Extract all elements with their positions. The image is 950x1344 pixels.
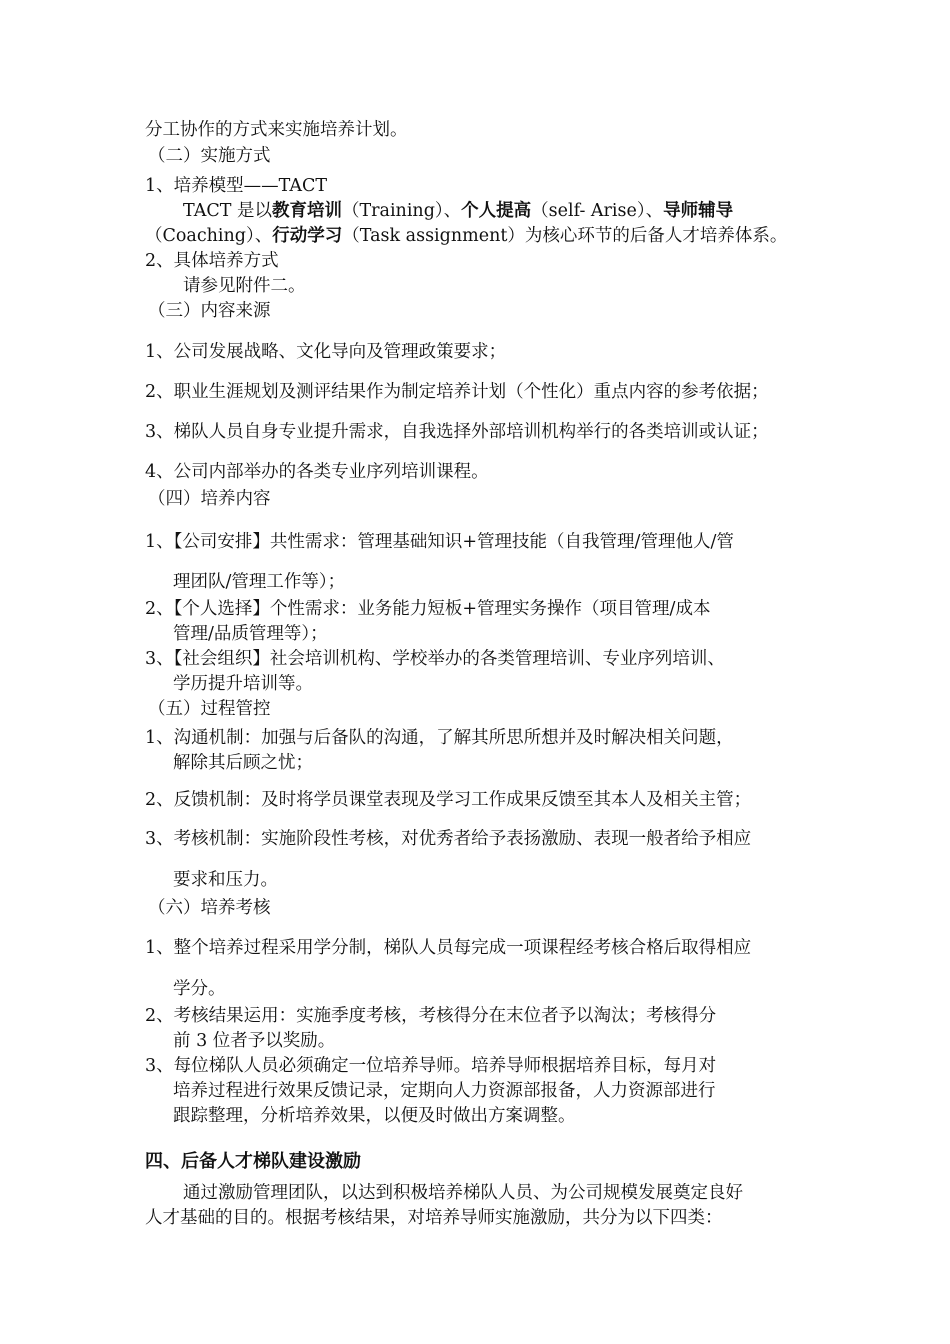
sec3-item: 2、职业生涯规划及测评结果作为制定培养计划（个性化）重点内容的参考依据； <box>145 382 769 402</box>
sec6-item3-line3: 跟踪整理，分析培养效果，以便及时做出方案调整。 <box>173 1106 576 1126</box>
sec6-item2-line2: 前 3 位者予以奖励。 <box>173 1031 336 1051</box>
sec6-item1-line1: 1、整个培养过程采用学分制，梯队人员每完成一项课程经考核合格后取得相应 <box>145 938 752 958</box>
sec4-item2-line2: 管理/品质管理等）； <box>173 624 328 644</box>
sec6-item1-line2: 学分。 <box>173 979 226 999</box>
part4-heading: 四、后备人才梯队建设激励 <box>145 1151 361 1172</box>
sec6-item2-line1: 2、考核结果运用：实施季度考核，考核得分在末位者予以淘汰；考核得分 <box>145 1006 717 1026</box>
sec3-item: 1、公司发展战略、文化导向及管理政策要求； <box>145 342 507 362</box>
sec5-heading: （五）过程管控 <box>148 699 271 719</box>
intro-tail: 分工协作的方式来实施培养计划。 <box>145 120 408 140</box>
sec5-item3-line1: 3、考核机制：实施阶段性考核，对优秀者给予表扬激励、表现一般者给予相应 <box>145 829 752 849</box>
sec4-heading: （四）培养内容 <box>148 489 271 509</box>
part4-para-line2: 人才基础的目的。根据考核结果，对培养导师实施激励，共分为以下四类： <box>145 1208 723 1228</box>
model-title: 1、培养模型——TACT <box>145 176 328 196</box>
sec6-heading: （六）培养考核 <box>148 898 271 918</box>
sec5-item2: 2、反馈机制：及时将学员课堂表现及学习工作成果反馈至其本人及相关主管； <box>145 790 752 810</box>
sec5-item1-line2: 解除其后顾之忧； <box>173 753 313 773</box>
sec3-item: 4、公司内部举办的各类专业序列培训课程。 <box>145 462 489 482</box>
sec4-item1-line1: 1、【公司安排】共性需求：管理基础知识+管理技能（自我管理/管理他人/管 <box>145 532 734 552</box>
sec4-item2-line1: 2、【个人选择】个性需求：业务能力短板+管理实务操作（项目管理/成本 <box>145 599 711 619</box>
sec4-item3-line2: 学历提升培训等。 <box>173 674 313 694</box>
sec5-item3-line2: 要求和压力。 <box>173 870 278 890</box>
sec4-item1-line2: 理团队/管理工作等）； <box>173 572 346 592</box>
sec3-item: 3、梯队人员自身专业提升需求，自我选择外部培训机构举行的各类培训或认证； <box>145 422 769 442</box>
sec4-item3-line1: 3、【社会组织】社会培训机构、学校举办的各类管理培训、专业序列培训、 <box>145 649 725 669</box>
sec6-item3-line2: 培养过程进行效果反馈记录，定期向人力资源部报备，人力资源部进行 <box>173 1081 716 1101</box>
sec2-heading: （二）实施方式 <box>148 146 271 166</box>
sec6-item3-line1: 3、每位梯队人员必须确定一位培养导师。培养导师根据培养目标，每月对 <box>145 1056 717 1076</box>
sec3-heading: （三）内容来源 <box>148 301 271 321</box>
part4-para-line1: 通过激励管理团队，以达到积极培养梯队人员、为公司规模发展奠定良好 <box>183 1183 743 1203</box>
model-desc-line2: （Coaching）、行动学习（Task assignment）为核心环节的后备人才培养体系。 <box>145 226 788 246</box>
method-title: 2、具体培养方式 <box>145 251 279 271</box>
method-desc: 请参见附件二。 <box>183 276 306 296</box>
model-desc-line1: TACT 是以教育培训（Training）、个人提高（self- Arise）、导师辅导 <box>183 201 734 221</box>
sec5-item1-line1: 1、沟通机制：加强与后备队的沟通，了解其所思所想并及时解决相关问题， <box>145 728 734 748</box>
